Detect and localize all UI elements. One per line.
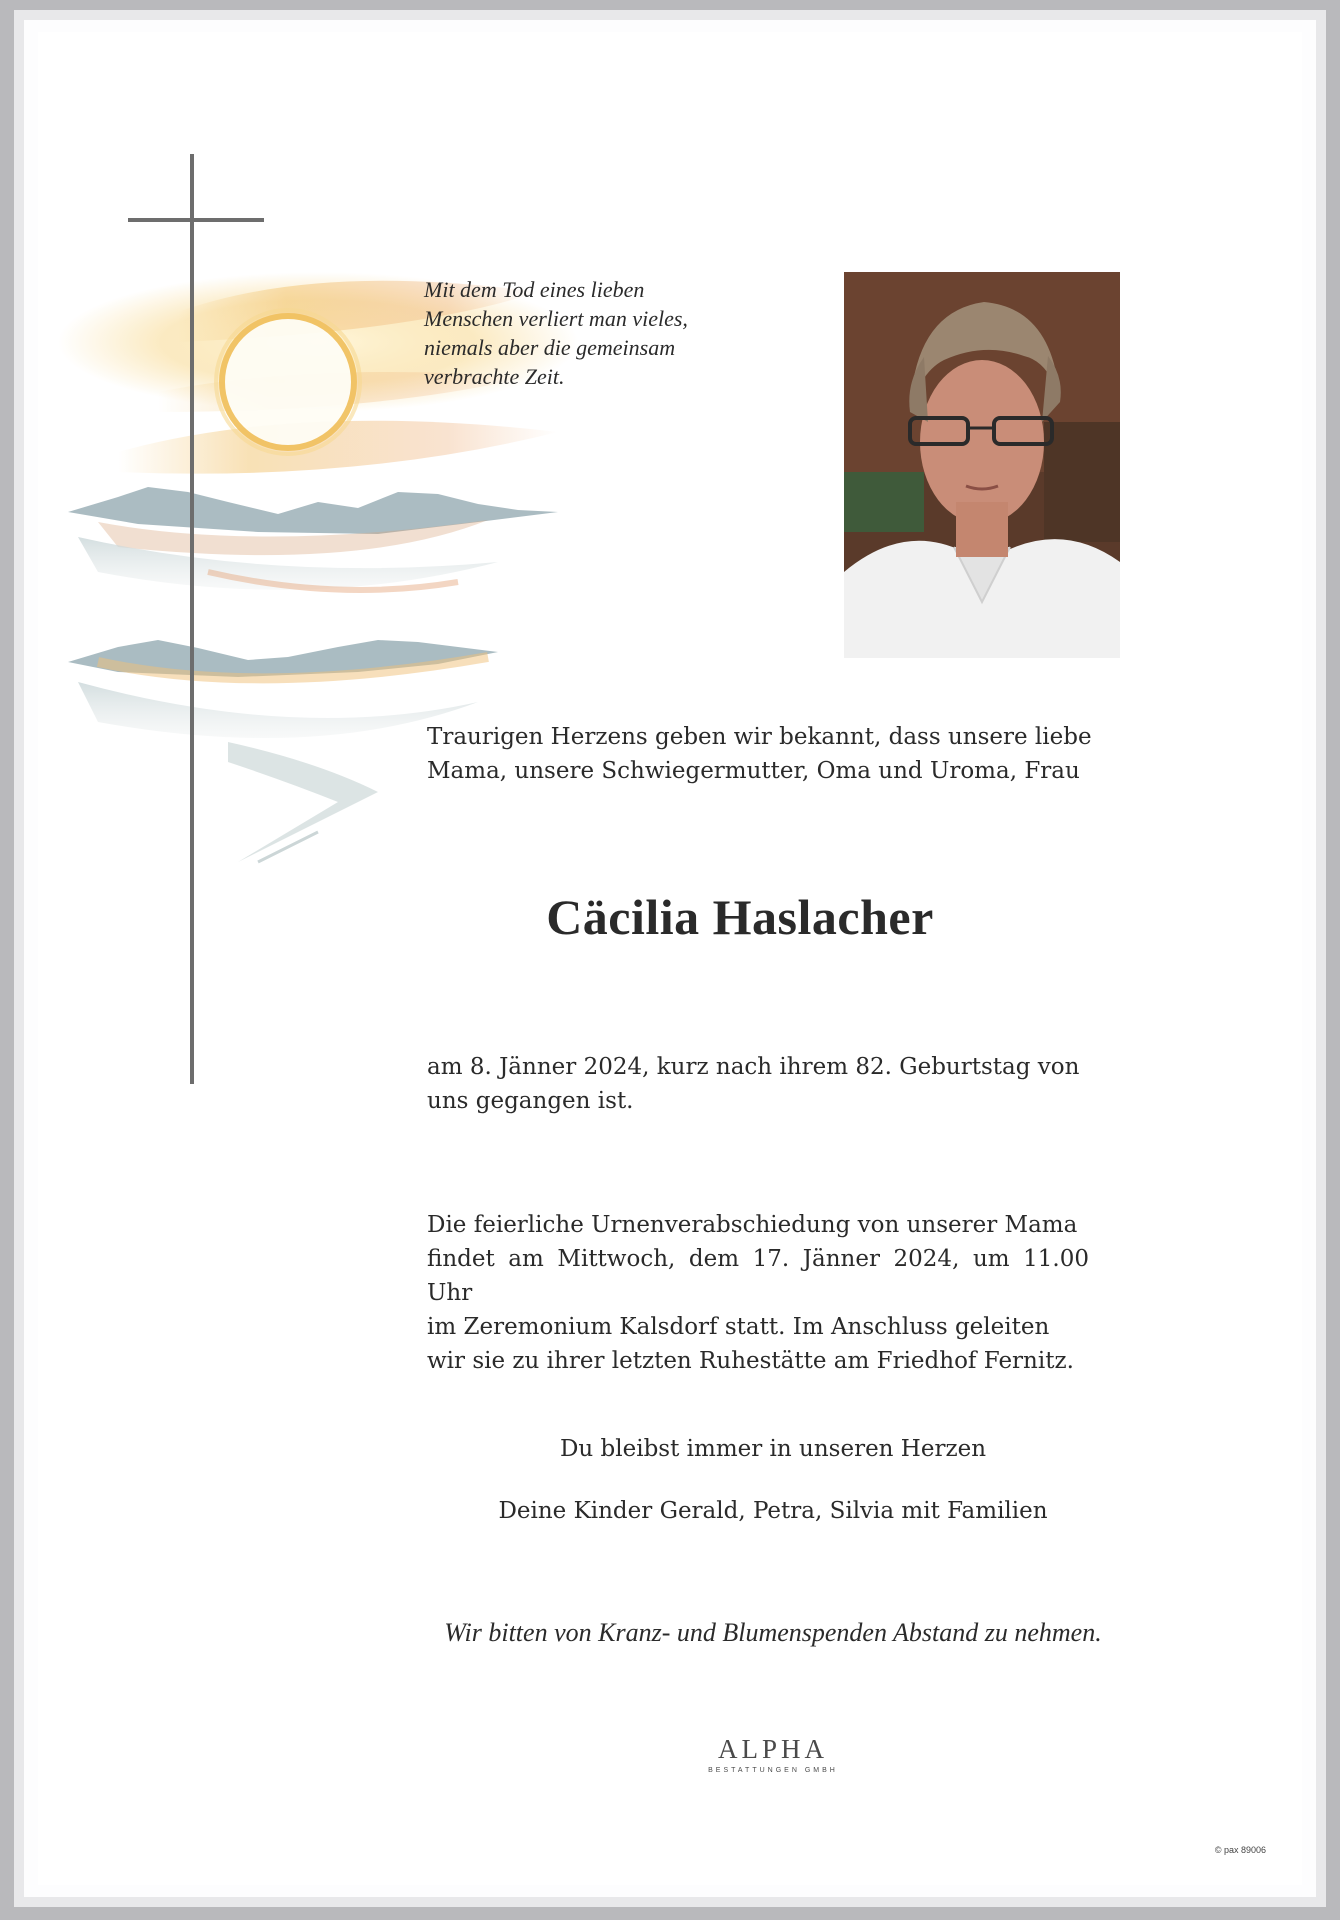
quote-line: niemals aber die gemeinsam [424,335,676,360]
memorial-quote [424,275,744,391]
intro-line: Mama, unsere Schwiegermutter, Oma und Uroma, Frau [427,758,1080,784]
print-code: © pax 89006 [1214,1845,1266,1855]
ceremony-line: Die feierliche Urnenverabschiedung von unserer Mama [427,1212,1078,1238]
logo-subtitle: BESTATTUNGEN GMBH [708,1767,838,1774]
obituary-content [38,32,1302,1885]
family-signature: Deine Kinder Gerald, Petra, Silvia mit Familien [498,1498,1048,1524]
donation-request: Wir bitten von Kranz- und Blumenspenden Abstand zu nehmen. [444,1618,1102,1647]
mountains-far [68,487,558,590]
quote-line: Menschen verliert man vieles, [424,306,688,331]
closing-line: Du bleibst immer in unseren Herzen [559,1436,987,1462]
portrait-photo [844,272,1120,658]
ceremony-line: wir sie zu ihrer letzten Ruhestätte am Friedhof Fernitz. [427,1348,1074,1374]
death-notice [427,1050,1127,1118]
ceremony-details [427,1208,1089,1378]
death-notice-line: am 8. Jänner 2024, kurz nach ihrem 82. Geburtstag von [427,1054,1080,1080]
death-notice-line: uns gegangen ist. [427,1088,634,1114]
ceremony-line: im Zeremonium Kalsdorf statt. Im Anschluss geleiten [427,1314,1050,1340]
quote-line: verbrachte Zeit. [424,364,565,389]
deceased-name: Cäcilia Haslacher [546,889,934,945]
sun-icon [216,310,360,454]
ceremony-line: findet am Mittwoch, dem 17. Jänner 2024, um 11.00 Uhr [427,1246,1089,1306]
funeral-home-logo [698,1734,848,1774]
intro-line: Traurigen Herzens geben wir bekannt, dass unsere liebe [427,724,1092,750]
quote-line: Mit dem Tod eines lieben [424,277,645,302]
logo-name: ALPHA [717,1734,828,1764]
obituary-sheet [14,10,1326,1907]
intro-text [427,720,1127,788]
